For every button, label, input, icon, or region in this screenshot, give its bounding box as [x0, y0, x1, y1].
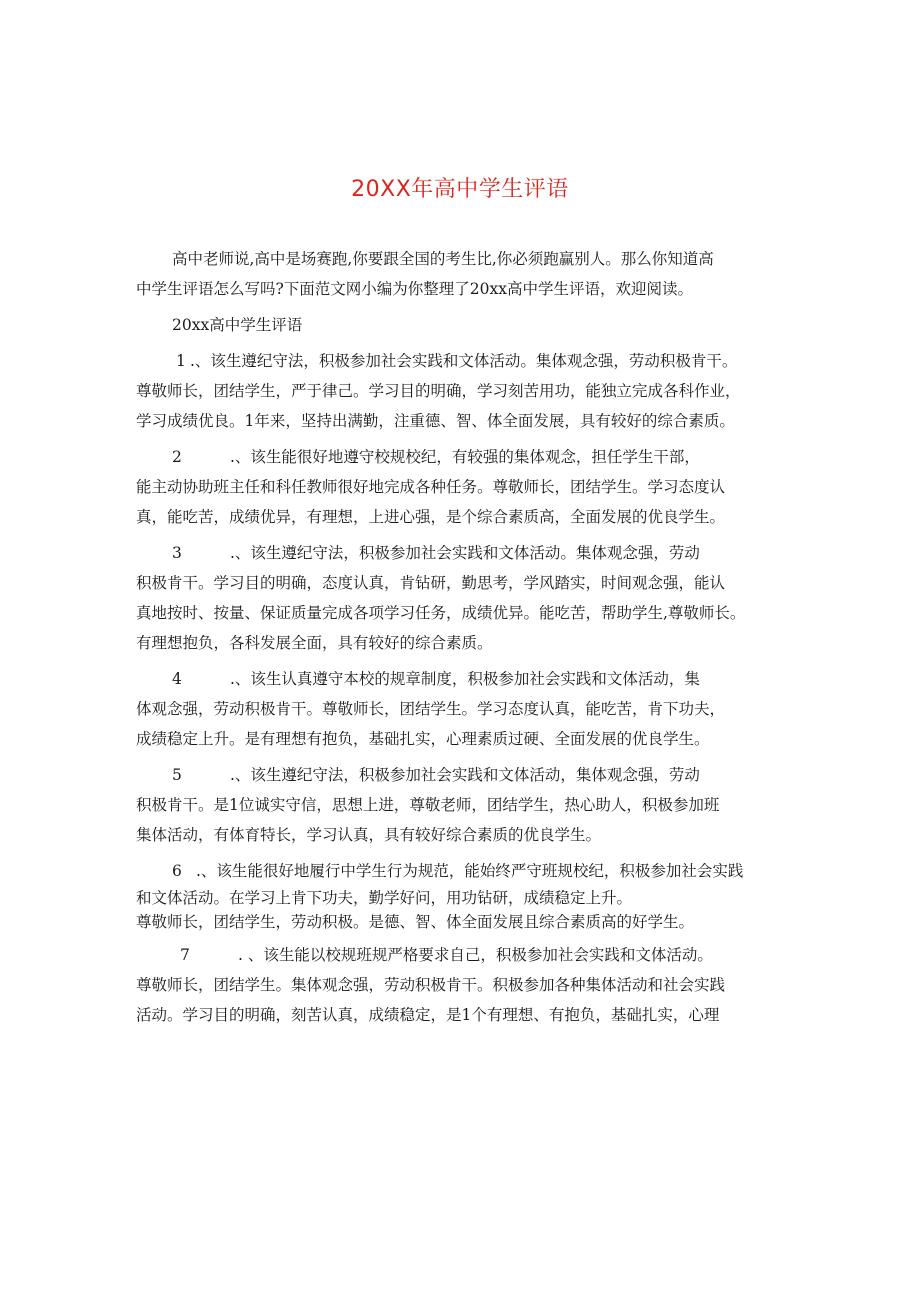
- item-line: 学习成绩优良。1年来，坚持出满勤，注重德、智、体全面发展，具有较好的综合素质。: [136, 412, 735, 430]
- document-body: [136, 244, 796, 1030]
- list-item-first-line: [136, 346, 796, 376]
- item-line: 尊敬师长，团结学生，劳动积极。是德、智、体全面发展且综合素质高的好学生。: [136, 913, 695, 931]
- item-number: 6: [172, 862, 182, 880]
- list-item-first-line: [136, 442, 796, 472]
- list-item-first-line: [136, 538, 796, 568]
- item-line: 成绩稳定上升。是有理想有抱负，基础扎实，心理素质过硬、全面发展的优良学生。: [136, 730, 710, 748]
- item-line: 能主动协助班主任和科任教师很好地完成各种任务。尊敬师长，团结学生。学习态度认: [136, 478, 726, 496]
- intro-line: 中学生评语怎么写吗?下面范文网小编为你整理了20xx高中学生评语，欢迎阅读。: [136, 280, 694, 298]
- item-number: 1: [176, 352, 186, 370]
- item-line: 真，能吃苦，成绩优异，有理想，上进心强，是个综合素质高，全面发展的优良学生。: [136, 508, 726, 526]
- item-number: 2: [172, 448, 182, 466]
- item-text: .、该生遵纪守法，积极参加社会实践和文体活动。集体观念强，劳动: [230, 544, 700, 562]
- item-text: .、该生能很好地履行中学生行为规范，能始终严守班规校纪，积极参加社会实践: [196, 862, 744, 880]
- item-text: .、该生遵纪守法，积极参加社会实践和文体活动。集体观念强，劳动积极肯干。: [190, 352, 738, 370]
- item-line: 有理想抱负，各科发展全面，具有较好的综合素质。: [136, 634, 493, 652]
- item-number: 5: [172, 766, 182, 784]
- document-title: 20XX年高中学生评语: [351, 177, 569, 202]
- item-line: 积极肯干。学习目的明确，态度认真，肯钻研，勤思考，学风踏实，时间观念强，能认: [136, 574, 726, 592]
- item-text: .、该生能很好地遵守校规校纪，有较强的集体观念，担任学生干部，: [230, 448, 700, 466]
- list-item-first-line: [136, 856, 796, 886]
- intro-line: 高中老师说,高中是场赛跑,你要跟全国的考生比,你必须跑赢别人。那么你知道高: [172, 250, 714, 268]
- item-number: 4: [172, 670, 182, 688]
- item-line: 集体活动，有体育特长，学习认真，具有较好综合素质的优良学生。: [136, 826, 602, 844]
- item-text: . 、该生能以校规班规严格要求自己，积极参加社会实践和文体活动。: [238, 946, 713, 964]
- item-text: .、该生遵纪守法，积极参加社会实践和文体活动，集体观念强，劳动: [230, 766, 700, 784]
- item-text: .、该生认真遵守本校的规章制度，积极参加社会实践和文体活动，集: [230, 670, 700, 688]
- item-line: 活动。学习目的明确，刻苦认真，成绩稳定，是1个有理想、有抱负，基础扎实，心理: [136, 1006, 720, 1024]
- list-item-first-line: [136, 940, 796, 970]
- item-line: 尊敬师长，团结学生，严于律己。学习目的明确，学习刻苦用功，能独立完成各科作业，: [136, 382, 741, 400]
- item-line: 体观念强，劳动积极肯干。尊敬师长，团结学生。学习态度认真，能吃苦，肯下功夫，: [136, 700, 726, 718]
- list-item-first-line: [136, 664, 796, 694]
- item-number: 3: [172, 544, 182, 562]
- item-line: 和文体活动。在学习上肯下功夫，勤学好问，用功钻研，成绩稳定上升。: [136, 889, 633, 907]
- list-item-first-line: [136, 760, 796, 790]
- item-line: 尊敬师长，团结学生。集体观念强，劳动积极肯干。积极参加各种集体活动和社会实践: [136, 976, 726, 994]
- item-number: 7: [180, 946, 190, 964]
- item-line: 真地按时、按量、保证质量完成各项学习任务，成绩优异。能吃苦，帮助学生,尊敬师长。: [136, 604, 746, 622]
- section-subtitle: 20xx高中学生评语: [172, 316, 303, 334]
- item-line: 积极肯干。是1位诚实守信，思想上进，尊敬老师，团结学生，热心助人，积极参加班: [136, 796, 720, 814]
